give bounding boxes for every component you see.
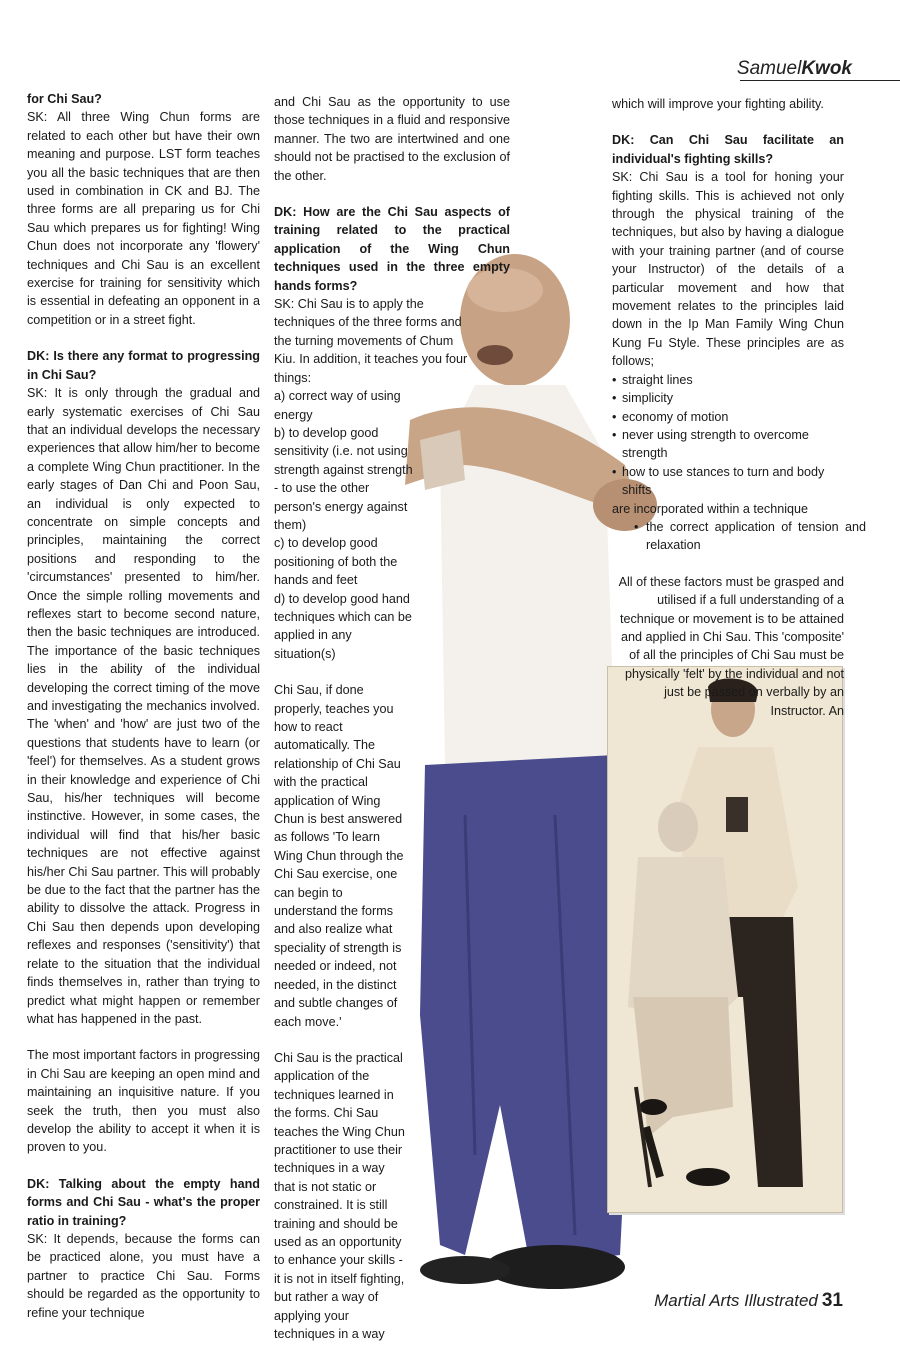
body-paragraph: which will improve your fighting ability. bbox=[612, 97, 824, 111]
principles-list-last bbox=[612, 518, 866, 555]
list-item: d) to develop good hand techniques which can be applied in any situation(s) bbox=[274, 591, 412, 661]
answer-paragraph: SK: Chi Sau is a tool for honing your fighting skills. This is achieved not only through the physical training of the techniques, but also by having a dialogue with your training partner (and of course your Instructor) of the details of a particular movement and how that movement relates to the principles laid down in the Ip Man Family Wing Chun Kung Fu Style. These principles are as follows; bbox=[612, 170, 844, 369]
list-item: a) correct way of using energy bbox=[274, 389, 401, 422]
question-heading: DK: Is there any format to progressing in Chi Sau? bbox=[27, 349, 260, 382]
question-heading: DK: How are the Chi Sau aspects of training related to the practical application of the Wing Chun techniques used in the three empty hands forms? bbox=[274, 205, 510, 293]
answer-paragraph: SK: It depends, because the forms can be practiced alone, you must have a partner to practice Chi Sau. Forms should be regarded as the opportunity to refine your technique bbox=[27, 1231, 260, 1320]
page-footer bbox=[654, 1290, 843, 1312]
question-heading: DK: Talking about the empty hand forms and Chi Sau - what's the proper ratio in training? bbox=[27, 1176, 260, 1228]
answer-paragraph: SK: It is only through the gradual and early systematic exercises of Chi Sau that an individual develops the necessary experiences that allow him/her to become a complete Wing Chun practitioner. In the early stages of Dan Chi and Poon Sau, an individual is only expected to concentrate on simple concepts and principles, maintaining the correct positions and responding to the 'circumstances' presented to him/her. Once the simple rolling movements and reflexes start to become second nature, then the basic techniques are introduced. The importance of the basic techniques lies in the ability of the individual developing the correct timing of the move and investigating the mechanics involved. The 'when' and 'how' are just two of the questions that students have to learn (or 'feel') for themselves. As a student grows in their knowledge and experience of Chi Sau, his/her techniques will become instinctive. However, in some cases, the individual will find that his/her basic techniques are not effective against his/her Chi Sau partner. This will probably be due to the fact that the partner has the ability to dissolve the attack. Progress in Chi Sau then depends upon developing reflexes and responses ('sensitivity') that relate to the situation that the individual finds themselves in, rather than trying to predict what might happen or remember what has happened in the past. bbox=[27, 386, 260, 1026]
page-number: 31 bbox=[821, 1290, 843, 1311]
list-item-continuation: are incorporated within a technique bbox=[612, 501, 809, 516]
list-item: • simplicity bbox=[612, 389, 844, 407]
column-3 bbox=[612, 95, 866, 738]
author-first-name: Samuel bbox=[736, 58, 802, 79]
answer-paragraph: SK: Chi Sau is to apply the techniques of the three forms and the turning movements of Chum Kiu. In addition, it teaches you four things: bbox=[274, 297, 468, 385]
column-2 bbox=[274, 93, 510, 1361]
body-paragraph: Chi Sau, if done properly, teaches you how to react automatically. The relationship of Chi Sau with the practical application of Wing Chun is best answered as follows 'To learn Wing Chun through the Chi Sau exercise, one can begin to understand the forms and also realize what speciality of strength is needed or indeed, not needed, in the distinct and subtle changes of each move.' bbox=[274, 683, 404, 1029]
list-item: • straight lines bbox=[612, 371, 844, 389]
list-item: • economy of motion bbox=[612, 408, 844, 426]
header-rule bbox=[740, 80, 900, 81]
author-last-name: Kwok bbox=[801, 58, 852, 79]
question-continuation: for Chi Sau? bbox=[27, 92, 102, 106]
list-item: • never using strength to overcome strength bbox=[612, 426, 844, 463]
question-heading: DK: Can Chi Sau facilitate an individual's fighting skills? bbox=[612, 133, 844, 166]
column-1 bbox=[27, 90, 260, 1340]
answer-paragraph: SK: All three Wing Chun forms are related to each other but have their own meaning and purpose. LST form teaches you all the basic techniques that are then used in combination in CK and BJ. The three forms are all preparing us for Chi Sau which prepares us for fighting! Wing Chun does not incorporate any 'flowery' techniques and Chi Sau is an excellent exercise for training for sensitivity which is essential in defeating an opponent in a competition or in a street fight. bbox=[27, 110, 260, 327]
list-item: b) to develop good sensitivity (i.e. not using strength against strength - to use the other person's energy against them) bbox=[274, 425, 413, 532]
list-item: • how to use stances to turn and body shifts bbox=[612, 463, 844, 500]
body-paragraph: The most important factors in progressing in Chi Sau are keeping an open mind and maintaining an inquisitive nature. If you seek the truth, then you must also develop the ability to accept it when it is proven to you. bbox=[27, 1048, 260, 1155]
inset-photo bbox=[607, 666, 843, 1213]
body-paragraph: All of these factors must be grasped and utilised if a full understanding of a technique or movement is to be attained and applied in Chi Sau. This 'composite' of all the principles of Chi Sau must be physically 'felt' by the individual and not just be passed on verbally by an Instructor. An bbox=[618, 574, 844, 718]
author-header bbox=[737, 58, 852, 80]
body-paragraph: Chi Sau is the practical application of the techniques learned in the forms. Chi Sau teaches the Wing Chun practitioner to use their techniques in a way that is not static or constrained. It is still training and should be used as an opportunity to enhance your skills - it is not in itself fighting, but rather a way of applying your techniques in a way bbox=[274, 1050, 405, 1341]
list-item: • the correct application of tension and relaxation bbox=[624, 518, 866, 555]
body-paragraph: and Chi Sau as the opportunity to use those techniques in a fluid and responsive manner. The two are intertwined and one should not be practised to the exclusion of the other. bbox=[274, 95, 510, 183]
list-item: c) to develop good positioning of both the hands and feet bbox=[274, 536, 398, 588]
magazine-title: Martial Arts Illustrated bbox=[654, 1291, 818, 1310]
principles-list bbox=[612, 371, 844, 500]
